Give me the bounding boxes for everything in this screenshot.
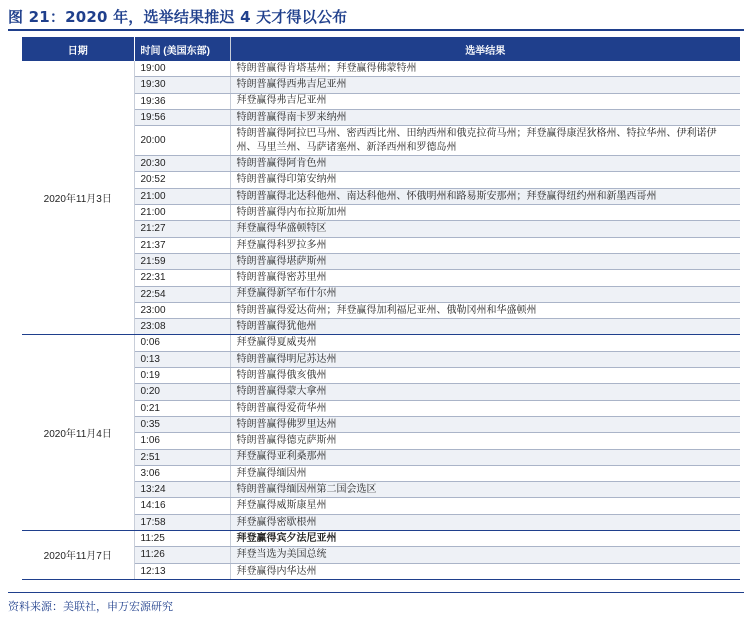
time-cell: 21:00: [134, 205, 230, 221]
result-cell: 特朗普赢得爱达荷州；拜登赢得加利福尼亚州、俄勒冈州和华盛顿州: [230, 302, 740, 318]
result-cell: 拜登赢得内华达州: [230, 563, 740, 579]
result-cell: 特朗普赢得堪萨斯州: [230, 253, 740, 269]
time-cell: 19:56: [134, 109, 230, 125]
result-cell: 特朗普赢得佛罗里达州: [230, 416, 740, 432]
time-cell: 23:00: [134, 302, 230, 318]
result-cell: 特朗普赢得南卡罗来纳州: [230, 109, 740, 125]
result-cell: 拜登赢得亚利桑那州: [230, 449, 740, 465]
header-result: 选举结果: [230, 37, 740, 61]
result-cell: 特朗普赢得缅因州第二国会选区: [230, 482, 740, 498]
source-rule: [8, 592, 744, 593]
header-date: 日期: [22, 37, 134, 61]
result-cell: 特朗普赢得俄亥俄州: [230, 368, 740, 384]
time-cell: 0:19: [134, 368, 230, 384]
time-cell: 11:25: [134, 531, 230, 547]
time-cell: 12:13: [134, 563, 230, 579]
date-cell: 2020年11月4日: [22, 335, 134, 531]
table-row: [22, 61, 740, 77]
result-cell: 特朗普赢得犹他州: [230, 319, 740, 335]
time-cell: 0:20: [134, 384, 230, 400]
table-row: [22, 531, 740, 547]
time-cell: 21:59: [134, 253, 230, 269]
header-time: 时间 (美国东部): [134, 37, 230, 61]
result-cell: 特朗普赢得爱荷华州: [230, 400, 740, 416]
result-cell: 特朗普赢得内布拉斯加州: [230, 205, 740, 221]
result-cell: 特朗普赢得德克萨斯州: [230, 433, 740, 449]
result-cell: 特朗普赢得印第安纳州: [230, 172, 740, 188]
result-cell: 拜登赢得弗吉尼亚州: [230, 93, 740, 109]
source-note: 资料来源：美联社，申万宏源研究: [8, 600, 173, 613]
table-row: [22, 335, 740, 351]
result-cell: 特朗普赢得阿肯色州: [230, 156, 740, 172]
result-cell: 拜登赢得缅因州: [230, 465, 740, 481]
time-cell: 22:54: [134, 286, 230, 302]
time-cell: 0:21: [134, 400, 230, 416]
time-cell: 20:52: [134, 172, 230, 188]
time-cell: 22:31: [134, 270, 230, 286]
time-cell: 20:30: [134, 156, 230, 172]
result-cell: 拜登赢得科罗拉多州: [230, 237, 740, 253]
time-cell: 19:30: [134, 77, 230, 93]
time-cell: 1:06: [134, 433, 230, 449]
time-cell: 2:51: [134, 449, 230, 465]
date-cell: 2020年11月7日: [22, 531, 134, 580]
result-cell: 特朗普赢得蒙大拿州: [230, 384, 740, 400]
time-cell: 21:27: [134, 221, 230, 237]
result-cell: 拜登赢得威斯康星州: [230, 498, 740, 514]
time-cell: 23:08: [134, 319, 230, 335]
date-cell: 2020年11月3日: [22, 61, 134, 335]
result-cell: 拜登赢得密歇根州: [230, 514, 740, 530]
time-cell: 20:00: [134, 126, 230, 156]
table-body: [22, 61, 740, 579]
figure-title: 图 21：2020 年，选举结果推迟 4 天才得以公布: [8, 8, 348, 26]
results-table-wrapper: [22, 37, 740, 580]
time-cell: 0:35: [134, 416, 230, 432]
result-cell: 拜登赢得华盛顿特区: [230, 221, 740, 237]
time-cell: 21:37: [134, 237, 230, 253]
result-cell: 拜登当选为美国总统: [230, 547, 740, 563]
table-header-row: [22, 37, 740, 61]
result-cell: 拜登赢得宾夕法尼亚州: [230, 531, 740, 547]
results-table: [22, 37, 740, 580]
result-cell: 特朗普赢得密苏里州: [230, 270, 740, 286]
time-cell: 14:16: [134, 498, 230, 514]
time-cell: 0:06: [134, 335, 230, 351]
result-cell: 特朗普赢得北达科他州、南达科他州、怀俄明州和路易斯安那州；拜登赢得纽约州和新墨西哥州: [230, 188, 740, 204]
time-cell: 0:13: [134, 351, 230, 367]
time-cell: 11:26: [134, 547, 230, 563]
time-cell: 17:58: [134, 514, 230, 530]
time-cell: 21:00: [134, 188, 230, 204]
result-cell: 特朗普赢得阿拉巴马州、密西西比州、田纳西州和俄克拉荷马州；拜登赢得康涅狄格州、特拉华州、伊利诺伊州、马里兰州、马萨诸塞州、新泽西州和罗德岛州: [230, 126, 740, 156]
time-cell: 19:00: [134, 61, 230, 77]
time-cell: 13:24: [134, 482, 230, 498]
result-cell: 特朗普赢得明尼苏达州: [230, 351, 740, 367]
result-cell: 拜登赢得新罕布什尔州: [230, 286, 740, 302]
time-cell: 19:36: [134, 93, 230, 109]
title-rule: [8, 29, 744, 31]
result-cell: 特朗普赢得肯塔基州；拜登赢得佛蒙特州: [230, 61, 740, 77]
time-cell: 3:06: [134, 465, 230, 481]
result-cell: 特朗普赢得西弗吉尼亚州: [230, 77, 740, 93]
result-cell: 拜登赢得夏威夷州: [230, 335, 740, 351]
